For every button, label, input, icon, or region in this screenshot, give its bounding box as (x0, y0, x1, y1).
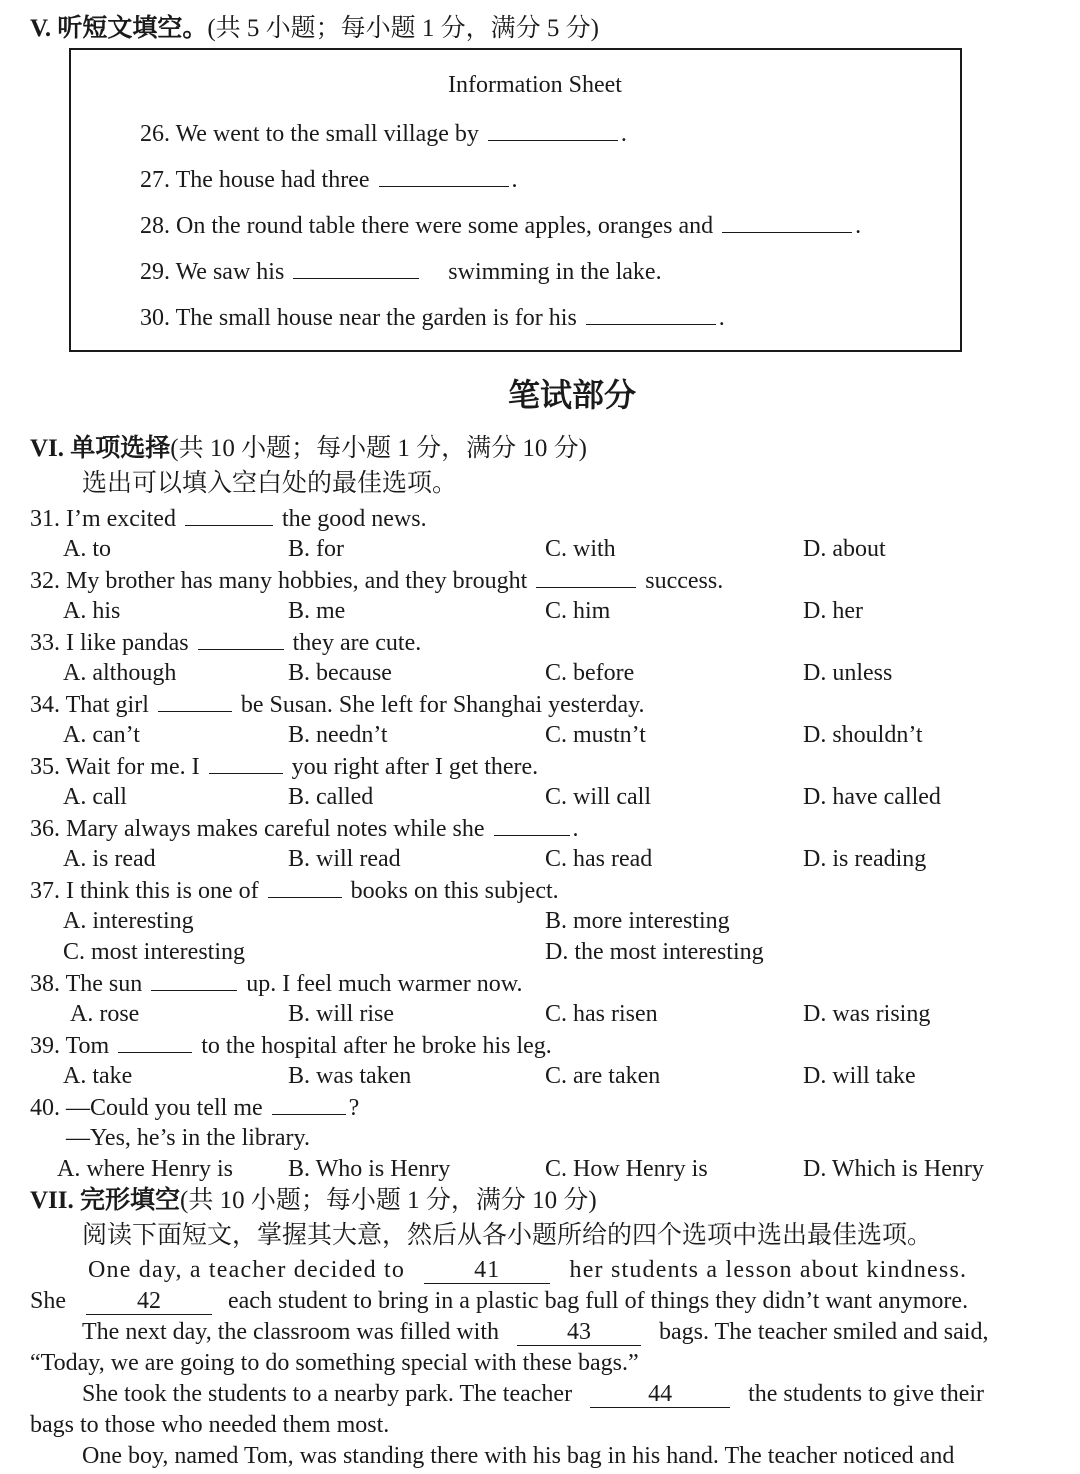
answer-blank-31[interactable] (185, 503, 273, 526)
answer-blank-36[interactable] (494, 813, 570, 836)
question-text: you right after I get there. (291, 754, 539, 780)
passage-text: She (30, 1288, 66, 1314)
option-37b[interactable]: B. more interesting (545, 908, 730, 934)
passage-text: each student to bring in a plastic bag full of things they didn’t want anymore. (228, 1288, 969, 1314)
question-text: 38. The sun (30, 971, 143, 997)
question-text: to the hospital after he broke his leg. (201, 1033, 552, 1059)
option-38c[interactable]: C. has risen (545, 1001, 658, 1027)
question-text: they are cute. (292, 630, 422, 656)
question-40-reply: —Yes, he’s in the library. (66, 1125, 310, 1151)
option-37d[interactable]: D. the most interesting (545, 939, 764, 965)
option-33b[interactable]: B. because (288, 660, 392, 686)
question-text: up. I feel much warmer now. (246, 971, 523, 997)
answer-blank-38[interactable] (151, 968, 237, 991)
item-text: 29. We saw his (140, 259, 285, 285)
cloze-blank-41[interactable]: 41 (424, 1257, 550, 1284)
section-7-title: VII. 完形填空 (30, 1187, 181, 1214)
passage-text: One day, a teacher decided to (88, 1257, 406, 1283)
question-text: 40. —Could you tell me (30, 1095, 263, 1121)
section-6-title: VI. 单项选择 (30, 435, 171, 462)
option-37c[interactable]: C. most interesting (63, 939, 245, 965)
section-6-instruction: 选出可以填入空白处的最佳选项。 (82, 470, 458, 497)
option-33c[interactable]: C. before (545, 660, 635, 686)
answer-blank-35[interactable] (209, 751, 283, 774)
answer-blank-28[interactable] (722, 210, 852, 233)
question-34 (30, 689, 645, 720)
option-35a[interactable]: A. call (63, 784, 127, 810)
option-36d[interactable]: D. is reading (803, 846, 927, 872)
option-40b[interactable]: B. Who is Henry (288, 1156, 451, 1182)
passage-line-7: One boy, named Tom, was standing there with his bag in his hand. The teacher noticed and (82, 1443, 955, 1469)
section-6-scoring: (共 10 小题；每小题 1 分，满分 10 分) (170, 435, 587, 462)
listening-item-30 (140, 302, 725, 333)
listening-item-26 (140, 118, 627, 149)
question-35 (30, 751, 538, 782)
option-32c[interactable]: C. him (545, 598, 611, 624)
question-text: be Susan. She left for Shanghai yesterday. (240, 692, 645, 718)
option-36b[interactable]: B. will read (288, 846, 401, 872)
option-32b[interactable]: B. me (288, 598, 346, 624)
passage-text: her students a lesson about kindness. (569, 1257, 968, 1283)
item-text: swimming in the lake. (448, 259, 662, 285)
passage-line-4: “Today, we are going to do something special with these bags.” (30, 1350, 639, 1376)
question-text: success. (645, 568, 724, 594)
cloze-blank-44[interactable]: 44 (590, 1381, 730, 1408)
passage-line-2 (30, 1286, 968, 1316)
question-31 (30, 503, 427, 534)
listening-item-29 (140, 256, 662, 287)
option-31d[interactable]: D. about (803, 536, 886, 562)
option-31c[interactable]: C. with (545, 536, 616, 562)
passage-line-6: bags to those who needed them most. (30, 1412, 390, 1438)
question-text: 32. My brother has many hobbies, and they brought (30, 568, 528, 594)
option-34b[interactable]: B. needn’t (288, 722, 388, 748)
section-5-header (30, 14, 599, 44)
item-text: . (718, 305, 725, 331)
option-32d[interactable]: D. her (803, 598, 863, 624)
passage-text: The next day, the classroom was filled with (82, 1319, 499, 1345)
question-text: ? (348, 1095, 360, 1121)
option-36c[interactable]: C. has read (545, 846, 653, 872)
question-text: 36. Mary always makes careful notes while she (30, 816, 485, 842)
option-31b[interactable]: B. for (288, 536, 344, 562)
passage-line-3 (82, 1317, 988, 1347)
written-part-title: 笔试部分 (508, 376, 637, 414)
question-text: 33. I like pandas (30, 630, 189, 656)
section-6-header (30, 434, 587, 464)
option-34a[interactable]: A. can’t (63, 722, 140, 748)
answer-blank-34[interactable] (158, 689, 232, 712)
cloze-blank-42[interactable]: 42 (86, 1288, 212, 1315)
item-text: . (620, 121, 627, 147)
item-text: 27. The house had three (140, 167, 370, 193)
answer-blank-39[interactable] (118, 1030, 192, 1053)
option-38b[interactable]: B. will rise (288, 1001, 394, 1027)
item-text: . (855, 213, 862, 239)
question-text: 34. That girl (30, 692, 149, 718)
item-text: 28. On the round table there were some apples, oranges and (140, 213, 714, 239)
passage-text: She took the students to a nearby park. The teacher (82, 1381, 573, 1407)
section-5-scoring: (共 5 小题；每小题 1 分，满分 5 分) (207, 15, 599, 42)
question-text: 37. I think this is one of (30, 878, 259, 904)
question-text: books on this subject. (350, 878, 559, 904)
answer-blank-29[interactable] (293, 256, 419, 279)
passage-line-1 (88, 1255, 967, 1285)
section-7-scoring: (共 10 小题；每小题 1 分，满分 10 分) (180, 1187, 597, 1214)
option-40d[interactable]: D. Which is Henry (803, 1156, 984, 1182)
answer-blank-27[interactable] (379, 164, 509, 187)
passage-line-5 (82, 1379, 984, 1409)
option-35c[interactable]: C. will call (545, 784, 651, 810)
section-7-instruction: 阅读下面短文，掌握其大意，然后从各小题所给的四个选项中选出最佳选项。 (82, 1222, 933, 1249)
option-31a[interactable]: A. to (63, 536, 111, 562)
option-39d[interactable]: D. will take (803, 1063, 916, 1089)
answer-blank-30[interactable] (586, 302, 716, 325)
question-text: 39. Tom (30, 1033, 110, 1059)
item-text: . (511, 167, 518, 193)
option-40c[interactable]: C. How Henry is (545, 1156, 708, 1182)
option-34d[interactable]: D. shouldn’t (803, 722, 923, 748)
question-32 (30, 565, 723, 596)
option-33d[interactable]: D. unless (803, 660, 893, 686)
option-36a[interactable]: A. is read (63, 846, 156, 872)
answer-blank-40[interactable] (272, 1092, 346, 1115)
question-text: . (572, 816, 579, 842)
question-39 (30, 1030, 552, 1061)
option-35b[interactable]: B. called (288, 784, 374, 810)
answer-blank-26[interactable] (488, 118, 618, 141)
question-text: the good news. (281, 506, 427, 532)
item-text: 26. We went to the small village by (140, 121, 479, 147)
option-39b[interactable]: B. was taken (288, 1063, 412, 1089)
cloze-blank-43[interactable]: 43 (517, 1319, 641, 1346)
option-39c[interactable]: C. are taken (545, 1063, 661, 1089)
option-37a[interactable]: A. interesting (63, 908, 194, 934)
information-sheet-title: Information Sheet (448, 72, 622, 98)
section-5-title: V. 听短文填空。 (30, 15, 208, 42)
option-39a[interactable]: A. take (63, 1063, 133, 1089)
question-36 (30, 813, 579, 844)
passage-text: the students to give their (748, 1381, 985, 1407)
option-40a[interactable]: A. where Henry is (57, 1156, 233, 1182)
answer-blank-32[interactable] (536, 565, 636, 588)
option-34c[interactable]: C. mustn’t (545, 722, 646, 748)
question-text: 35. Wait for me. I (30, 754, 200, 780)
question-text: 31. I’m excited (30, 506, 176, 532)
question-37 (30, 875, 559, 906)
answer-blank-37[interactable] (268, 875, 342, 898)
listening-item-27 (140, 164, 518, 195)
listening-item-28 (140, 210, 861, 241)
question-33 (30, 627, 421, 658)
option-38a[interactable]: A. rose (70, 1001, 140, 1027)
question-38 (30, 968, 523, 999)
passage-text: bags. The teacher smiled and said, (659, 1319, 989, 1345)
option-33a[interactable]: A. although (63, 660, 177, 686)
section-7-header (30, 1186, 597, 1216)
option-32a[interactable]: A. his (63, 598, 121, 624)
option-35d[interactable]: D. have called (803, 784, 941, 810)
answer-blank-33[interactable] (198, 627, 284, 650)
question-40 (30, 1092, 359, 1123)
option-38d[interactable]: D. was rising (803, 1001, 931, 1027)
item-text: 30. The small house near the garden is for his (140, 305, 577, 331)
